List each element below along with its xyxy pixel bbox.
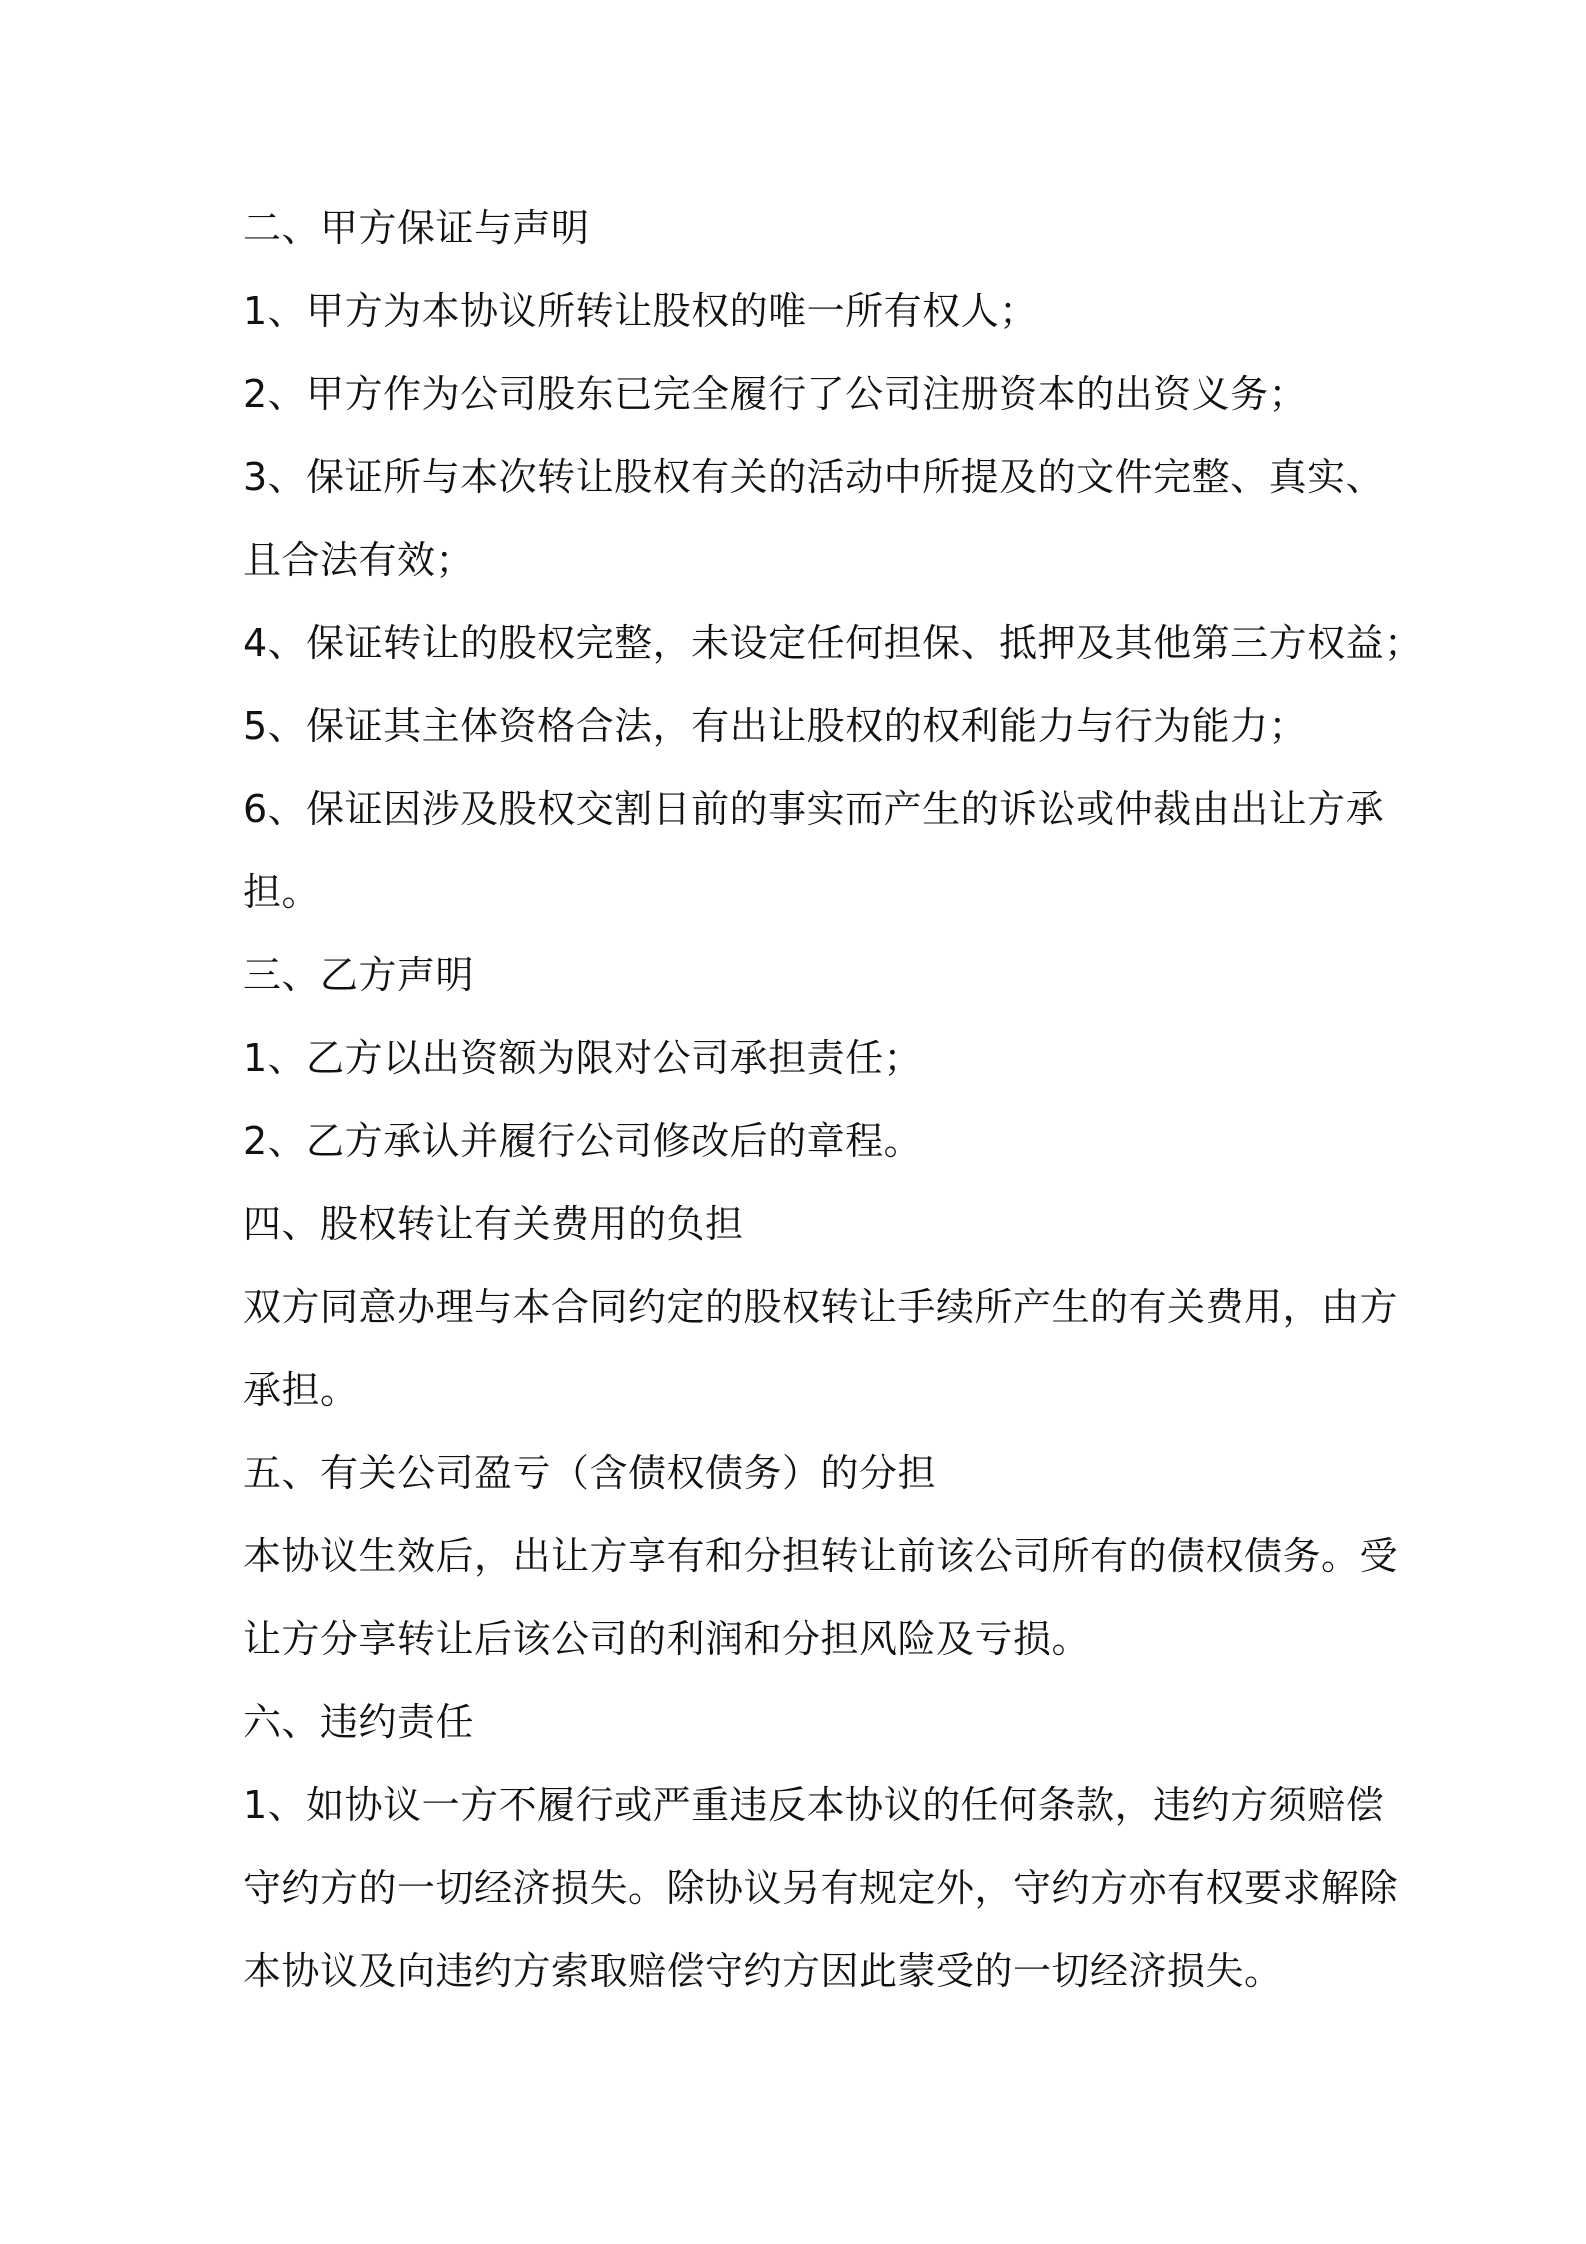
clause-3-2: 2、乙方承认并履行公司修改后的章程。 [243, 1119, 923, 1163]
clause-2-5: 5、保证其主体资格合法，有出让股权的权利能力与行为能力； [243, 704, 1308, 748]
section-5-body-line-2: 让方分享转让后该公司的利润和分担风险及亏损。 [243, 1617, 1091, 1661]
section-heading-3: 三、乙方声明 [243, 953, 475, 997]
clause-2-6-line-1: 6、保证因涉及股权交割日前的事实而产生的诉讼或仲裁由出让方承 [243, 787, 1385, 831]
clause-2-2: 2、甲方作为公司股东已完全履行了公司注册资本的出资义务； [243, 372, 1308, 416]
clause-2-6-line-2: 担。 [243, 870, 321, 914]
clause-2-1: 1、甲方为本协议所转让股权的唯一所有权人； [243, 289, 1038, 333]
section-heading-5: 五、有关公司盈亏（含债权债务）的分担 [243, 1451, 937, 1495]
clause-2-4: 4、保证转让的股权完整，未设定任何担保、抵押及其他第三方权益； [243, 621, 1423, 665]
clause-6-1-line-1: 1、如协议一方不履行或严重违反本协议的任何条款，违约方须赔偿 [243, 1783, 1385, 1827]
clause-2-3-line-2: 且合法有效； [243, 538, 475, 582]
section-4-body-line-1: 双方同意办理与本合同约定的股权转让手续所产生的有关费用，由方 [243, 1285, 1399, 1329]
section-heading-4: 四、股权转让有关费用的负担 [243, 1202, 744, 1246]
section-heading-2: 二、甲方保证与声明 [243, 206, 590, 250]
section-5-body-line-1: 本协议生效后，出让方享有和分担转让前该公司所有的债权债务。受 [243, 1534, 1399, 1578]
clause-2-3-line-1: 3、保证所与本次转让股权有关的活动中所提及的文件完整、真实、 [243, 455, 1385, 499]
clause-6-1-line-3: 本协议及向违约方索取赔偿守约方因此蒙受的一切经济损失。 [243, 1949, 1283, 1993]
section-heading-6: 六、违约责任 [243, 1700, 475, 1744]
clause-6-1-line-2: 守约方的一切经济损失。除协议另有规定外，守约方亦有权要求解除 [243, 1866, 1399, 1910]
clause-3-1: 1、乙方以出资额为限对公司承担责任； [243, 1036, 923, 1080]
section-4-body-line-2: 承担。 [243, 1368, 359, 1412]
